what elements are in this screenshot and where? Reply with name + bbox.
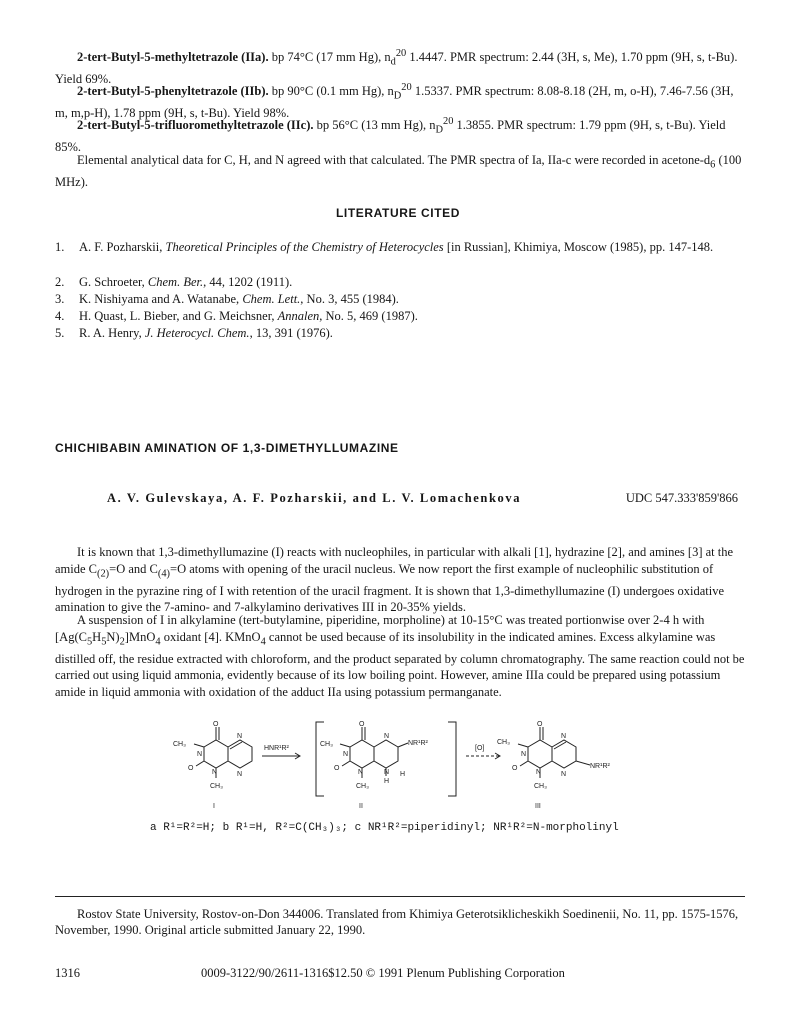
reference-details: , 44, 1202 (1911). xyxy=(203,275,293,289)
scheme-ch3-bottom-i: CH₃ xyxy=(210,783,223,790)
scheme-h2-ii: H xyxy=(400,771,406,778)
scheme-label-iii: III xyxy=(535,803,541,810)
scheme-n-ii: N xyxy=(343,751,349,758)
compound-iib-sub: D xyxy=(393,90,402,102)
intro-text-a: It is known that 1,3-dimethyllumazine (I) reacts with nucleophiles, in particular with alkali [1], hydrazine [2], and amines [3] at the amide C xyxy=(55,545,734,576)
footnote: Rostov State University, Rostov-on-Don 344006. Translated from Khimiya Geterotsiklicheskikh Soedinenii, No. 11, pp. 1575-1576, November, 1990. Original article submitted January 22, 1990. xyxy=(55,907,739,937)
reference-source: Chem. Ber. xyxy=(147,275,204,289)
compound-iic-paragraph xyxy=(55,114,745,156)
reference-details: [in Russian], Khimiya, Moscow (1985), pp. 147-148. xyxy=(443,240,714,254)
scheme-ch3-bottom-ii: CH₃ xyxy=(356,783,369,790)
reference-number: 3. xyxy=(55,292,65,306)
reference-source: Annalen xyxy=(277,309,320,323)
scheme-o-top-ii: O xyxy=(359,721,365,728)
elemental-analysis-paragraph xyxy=(55,152,745,191)
reference-number: 5. xyxy=(55,326,65,340)
reference-authors: H. Quast, L. Bieber, and G. Meichsner, xyxy=(79,309,278,323)
scheme-caption: a R¹=R²=H; b R¹=H, R²=C(CH₃)₃; c NR¹R²=piperidinyl; NR¹R²=N-morpholinyl xyxy=(150,822,619,834)
procedure-sub-3: 2 xyxy=(119,636,125,647)
compound-iib-data: bp 90°C (0.1 mm Hg), n xyxy=(271,84,394,99)
scheme-o-left-i: O xyxy=(188,765,194,772)
reference-number: 1. xyxy=(55,240,65,254)
article-authors: A. V. Gulevskaya, A. F. Pozharskii, and L. V. Lomachenkova xyxy=(107,491,522,505)
scheme-nrr-ii: NR¹R² xyxy=(408,740,428,747)
scheme-o-top-iii: O xyxy=(537,721,543,728)
reference-details: , No. 5, 469 (1987). xyxy=(319,309,418,323)
intro-text-c: =O atoms with opening of the uracil nucleus. We now report the first example of nucleophilic substitution of hydrogen in the pyrazine ring of I with retention of the uracil fragment. It is shown that 1,3-dimethyllumazine (I) undergoes oxidative amination to give the 7-amino- and 7-alkylamino derivatives III in 20-35% yields. xyxy=(55,561,725,614)
scheme-n-ring2-i: N xyxy=(237,771,243,778)
scheme-label-ii: II xyxy=(359,803,363,810)
intro-sub-1: (2) xyxy=(97,568,110,579)
scheme-n-bottom-iii: N xyxy=(536,769,542,776)
reference-4 xyxy=(55,308,745,324)
reference-text xyxy=(79,274,749,290)
structure-i xyxy=(194,727,252,778)
compound-iic-sub: D xyxy=(435,124,444,136)
intro-sub-2: (4) xyxy=(157,568,171,579)
right-bracket xyxy=(448,722,456,796)
scheme-ch3-ii: CH₃ xyxy=(320,741,333,748)
scheme-n-ring2-ii: N xyxy=(384,769,390,776)
reference-authors: A. F. Pozharskii, xyxy=(79,240,166,254)
reference-authors: G. Schroeter, xyxy=(79,275,148,289)
scheme-reagent: HNR¹R² xyxy=(264,745,289,752)
scheme-n-i: N xyxy=(197,751,203,758)
reference-authors: R. A. Henry, xyxy=(79,326,145,340)
literature-heading: LITERATURE CITED xyxy=(335,206,461,220)
intro-text-b: =O and C xyxy=(109,561,158,576)
procedure-text-c: N) xyxy=(106,629,120,644)
reference-2 xyxy=(55,274,745,290)
reference-source: J. Heterocycl. Chem. xyxy=(144,326,250,340)
reaction-scheme xyxy=(0,716,796,826)
elemental-sub: 6 xyxy=(710,159,716,171)
reference-text xyxy=(79,291,749,307)
scheme-ch3-bottom-iii: CH₃ xyxy=(534,783,547,790)
procedure-text-f: cannot be used because of its insolubility in the indicated amines. Excess alkylamine was distilled off, the residue extracted with chloroform, and the product separated by column chromatography. The same reaction could not be carried out using liquid ammonia, evidently because of its low boiling point. However, amine IIIa could be prepared using potassium amide in liquid ammonia with oxidation of the adduct IIa using potassium permanganate. xyxy=(55,629,745,699)
reference-source: Chem. Lett. xyxy=(242,292,301,306)
scheme-ch3-iii: CH₃ xyxy=(497,739,510,746)
compound-iia-sup: 20 xyxy=(395,48,407,59)
scheme-n-bottom-i: N xyxy=(212,769,218,776)
scheme-oxidant: [O] xyxy=(475,745,485,752)
reference-authors: K. Nishiyama and A. Watanabe, xyxy=(79,292,243,306)
scheme-o-left-iii: O xyxy=(512,765,518,772)
scheme-n-bottom-ii: N xyxy=(358,769,364,776)
procedure-text-a: A suspension of I in alkylamine (tert-butylamine, piperidine, morpholine) at 10-15°C was treated portionwise over 2-4 h with [Ag(C xyxy=(55,613,705,644)
scheme-nrr-iii: NR¹R² xyxy=(590,763,610,770)
procedure-text-b: H xyxy=(92,629,102,644)
footnote-rule xyxy=(55,896,745,897)
reference-number: 4. xyxy=(55,309,65,323)
reference-details: , No. 3, 455 (1984). xyxy=(300,292,399,306)
structure-iii xyxy=(518,727,590,778)
procedure-text-d: ]MnO xyxy=(124,629,156,644)
compound-iib-sup: 20 xyxy=(401,82,412,93)
scheme-o-top-i: O xyxy=(213,721,219,728)
elemental-text-b: (100 MHz). xyxy=(55,153,742,189)
procedure-sub-2: 5 xyxy=(101,636,107,647)
reference-5 xyxy=(55,325,745,341)
compound-iia-name: 2-tert-Butyl-5-methyltetrazole (IIa). xyxy=(77,50,269,65)
reference-text xyxy=(79,325,749,341)
reference-text xyxy=(79,239,749,255)
compound-iib-name: 2-tert-Butyl-5-phenyltetrazole (IIb). xyxy=(77,84,269,99)
udc-code: UDC 547.333'859'866 xyxy=(625,491,738,505)
compound-iia-data2: 1.4447. PMR spectrum: 2.44 (3H, s, Me), 1.70 ppm (9H, s, t-Bu). Yield 69%. xyxy=(55,50,738,87)
reference-text xyxy=(79,308,749,324)
article-title: CHICHIBABIN AMINATION OF 1,3-DIMETHYLLUMAZINE xyxy=(55,441,399,455)
compound-iia-sub: d xyxy=(390,56,396,68)
scheme-n-iii: N xyxy=(521,751,527,758)
procedure-sub-4: 4 xyxy=(155,636,161,647)
procedure-paragraph xyxy=(55,612,745,700)
structure-ii xyxy=(340,727,408,778)
scheme-n-ring-iii: N xyxy=(561,733,567,740)
page-number: 1316 xyxy=(55,966,80,980)
elemental-text-a: Elemental analytical data for C, H, and N agreed with that calculated. The PMR spectra of Ia, IIa-c were recorded in acetone-d xyxy=(77,153,711,167)
scheme-n-ring-i: N xyxy=(237,733,243,740)
reference-1 xyxy=(55,239,745,271)
left-bracket xyxy=(316,722,324,796)
scheme-label-i: I xyxy=(213,803,215,810)
compound-iic-name: 2-tert-Butyl-5-trifluoromethyltetrazole (IIc). xyxy=(77,118,314,133)
procedure-sub-5: 4 xyxy=(260,636,266,647)
procedure-text-e: oxidant [4]. KMnO xyxy=(160,629,261,644)
reference-source: Theoretical Principles of the Chemistry of Heterocycles xyxy=(165,240,444,254)
scheme-ch3-i: CH₃ xyxy=(173,741,186,748)
reference-details: , 13, 391 (1976). xyxy=(249,326,333,340)
reference-number: 2. xyxy=(55,275,65,289)
reference-3 xyxy=(55,291,745,307)
compound-iic-data: bp 56°C (13 mm Hg), n xyxy=(316,118,436,133)
scheme-n-ring2-iii: N xyxy=(561,771,567,778)
intro-paragraph xyxy=(55,544,745,616)
procedure-sub-1: 5 xyxy=(86,636,93,647)
scheme-n-ring-ii: N xyxy=(384,733,390,740)
compound-iic-sup: 20 xyxy=(443,116,454,127)
compound-iic-data2: 1.3855. PMR spectrum: 1.79 ppm (9H, s, t-Bu). Yield 85%. xyxy=(55,118,726,155)
compound-iib-data2: 1.5337. PMR spectrum: 8.08-8.18 (2H, m, o-H), 7.46-7.56 (3H, m, m,p-H), 1.78 ppm (9H, s, t-Bu). Yield 98%. xyxy=(55,84,734,121)
copyright-line: 0009-3122/90/2611-1316$12.50 © 1991 Plenum Publishing Corporation xyxy=(201,966,565,980)
scheme-h-ii: H xyxy=(384,778,390,785)
compound-iia-data: bp 74°C (17 mm Hg), n xyxy=(271,50,391,65)
scheme-o-left-ii: O xyxy=(334,765,340,772)
